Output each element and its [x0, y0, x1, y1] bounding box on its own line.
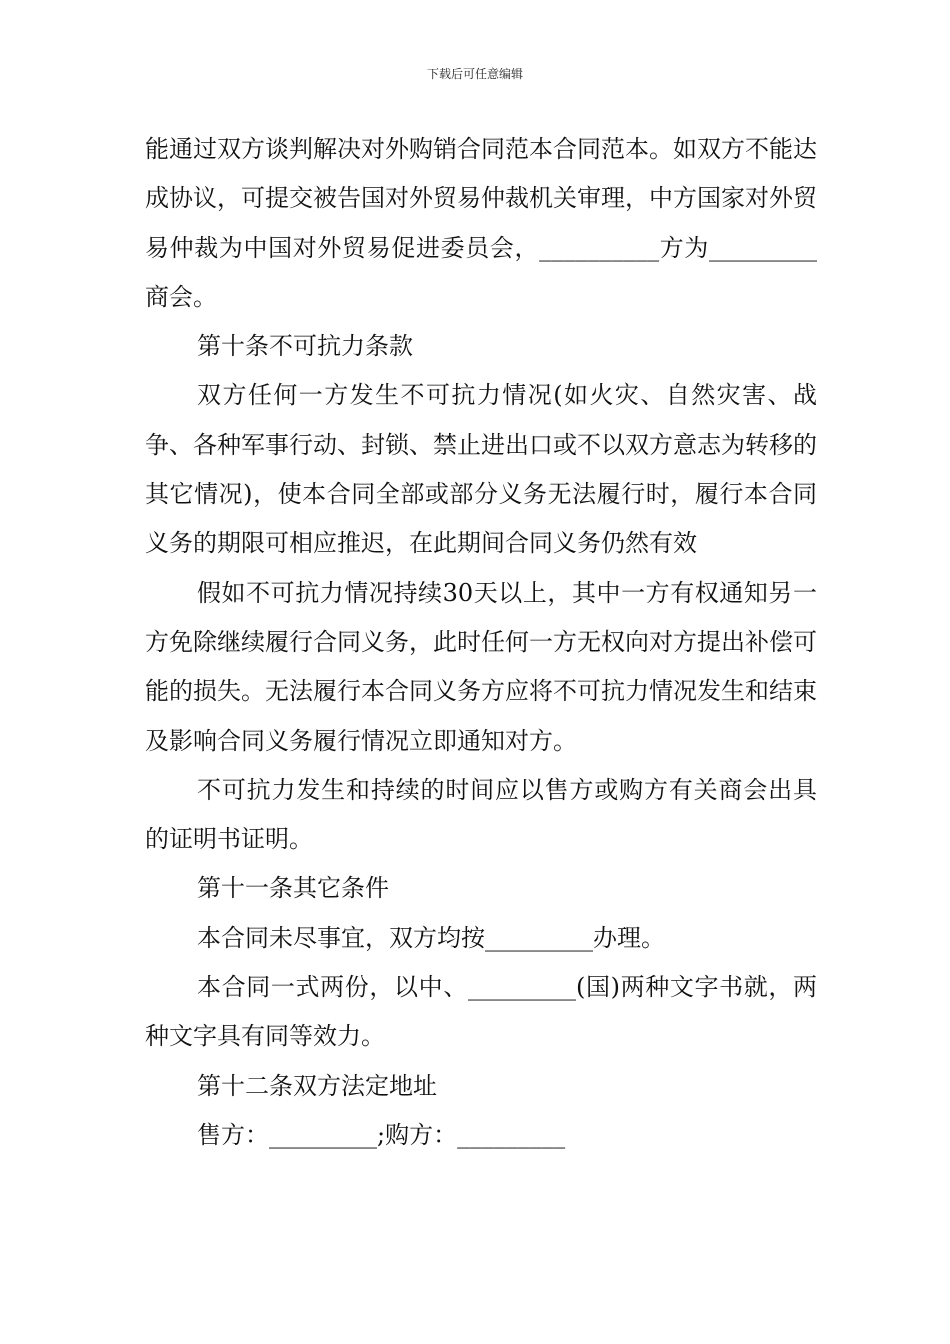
paragraph-force-majeure-definition: 双方任何一方发生不可抗力情况(如火灾、自然灾害、战争、各种军事行动、封锁、禁止进出口或不以双方意志为转移的其它情况)，使本合同全部或部分义务无法履行时，履行本合同义务的期限可相应推迟，在此期间合同义务仍然有效: [145, 381, 817, 558]
paragraph-unresolved-matters: 本合同未尽事宜，双方均按_________办理。: [197, 923, 665, 952]
paragraph-seller-buyer-address: 售方：_________;购方：_________: [197, 1120, 566, 1149]
page-header: 下载后可任意编辑: [426, 67, 523, 81]
paragraph-arbitration-continued: 能通过双方谈判解决对外购销合同范本合同范本。如双方不能达成协议，可提交被告国对外贸易仲裁机关审理，中方国家对外贸易仲裁为中国对外贸易促进委员会，__________方为_________商会。: [145, 135, 817, 311]
heading-article-12-legal-address: 第十二条双方法定地址: [197, 1071, 437, 1100]
document-body: [145, 125, 817, 1160]
heading-article-10-force-majeure: 第十条不可抗力条款: [197, 332, 413, 361]
heading-article-11-other-conditions: 第十一条其它条件: [197, 874, 389, 903]
paragraph-force-majeure-30-days: 假如不可抗力情况持续30天以上，其中一方有权通知另一方免除继续履行合同义务，此时任何一方无权向对方提出补偿可能的损失。无法履行本合同义务方应将不可抗力情况发生和结束及影响合同义务履行情况立即通知对方。: [145, 578, 817, 755]
paragraph-force-majeure-certificate: 不可抗力发生和持续的时间应以售方或购方有关商会出具的证明书证明。: [145, 775, 817, 854]
paragraph-contract-copies: 本合同一式两份，以中、_________(国)两种文字书就，两种文字具有同等效力。: [145, 973, 817, 1051]
